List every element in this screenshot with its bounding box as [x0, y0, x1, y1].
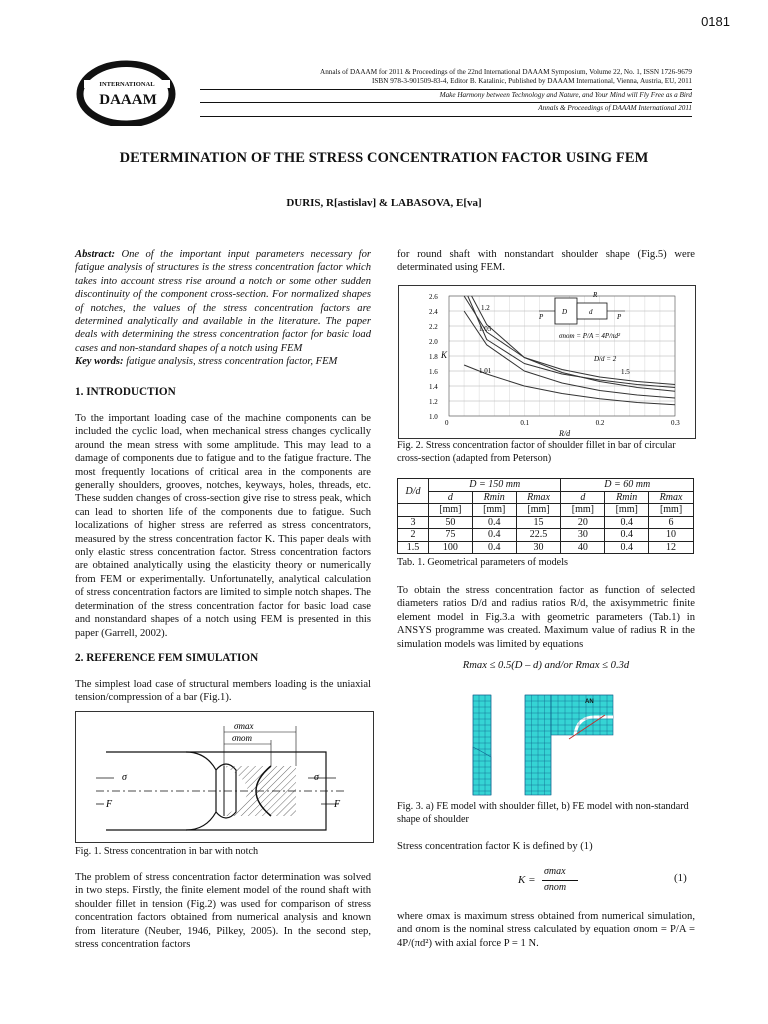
inset-D: D: [562, 308, 568, 316]
x-tick-label: 0.3: [671, 419, 680, 427]
table-unit: [mm]: [516, 504, 561, 517]
figure-2-caption: Fig. 2. Stress concentration factor of shoulder fillet in bar of circular cross-section (adapted from Peterson): [397, 440, 676, 464]
chart-xlabel: R/d: [559, 429, 571, 438]
label-sigma-nom: σnom: [232, 733, 252, 743]
equation-lhs: K =: [518, 874, 536, 886]
label-force-right: F: [334, 799, 341, 810]
x-tick-label: 0: [445, 419, 449, 427]
inset-d: d: [589, 308, 593, 316]
authors: DURIS, R[astislav] & LABASOVA, E[va]: [286, 197, 482, 209]
equation-1: [518, 866, 698, 898]
curve-label-dd2: D/d = 2: [594, 355, 617, 363]
equation-number: (1): [674, 872, 687, 884]
table-unit: [mm]: [605, 504, 649, 517]
daaam-logo: [76, 58, 198, 126]
section-reference-title: 2. REFERENCE FEM SIMULATION: [75, 652, 259, 664]
right-paragraph-4: where σmax is maximum stress obtained from numerical simulation, and σnom is the nominal stress calculated by equation σnom = P/A = 4P/(πd²) with axial force P = 1 N.: [397, 911, 695, 949]
y-tick-label: 1.0: [429, 413, 438, 421]
header-line3: Make Harmony between Technology and Nature, and Your Mind will Fly Free as a Bird: [439, 91, 692, 99]
table-unit: [mm]: [429, 504, 473, 517]
y-tick-label: 1.6: [429, 368, 438, 376]
right-paragraph-2: To obtain the stress concentration factor as function of selected diameters ratios D/d and radius ratios R/d, the axisymmetric finite element model in Fig.3.a with geometric parameters (Tab.1) in ANSYS programme was created. Maximum value of radius R in the simulation models was limited by equations: [397, 585, 695, 650]
table-col-header: d: [561, 491, 605, 504]
inset-R: R: [593, 291, 598, 299]
curve-label-1-2: 1.2: [481, 304, 490, 312]
abstract-label: Abstract:: [75, 249, 116, 260]
y-tick-label: 1.4: [429, 383, 438, 391]
x-tick-label: 0.1: [520, 419, 530, 427]
figure-1-frame: [75, 711, 374, 843]
y-tick-label: 1.8: [429, 353, 438, 361]
logo-text: DAAAM: [99, 92, 157, 108]
figure-3-caption: Fig. 3. a) FE model with shoulder fillet, b) FE model with non-standard shape of shoulder: [397, 801, 689, 825]
logo-sub: INTERNATIONAL: [99, 81, 155, 88]
inset-P-left: P: [539, 313, 544, 321]
curve-label-1-05: 1.05: [479, 325, 492, 333]
limit-equation: Rmax ≤ 0.5(D – d) and/or Rmax ≤ 0.3d: [462, 660, 630, 671]
header-rule: [200, 102, 692, 103]
reference-paragraph-2: The problem of stress concentration factor determination was solved in two steps. Firstly, the finite element model of the round shaft with shoulder fillet in tension (Fig.2) was used for comparison of stress concentration factors obtained from numerical analysis and known from literature (Neuber, 1946, Pilkey, 2005). In the second step, stress concentration factors: [75, 872, 371, 951]
table-row: 2 75 0.4 22.5 30 0.4 10: [398, 529, 694, 542]
table-unit: [mm]: [561, 504, 605, 517]
inset-P-right: P: [617, 313, 622, 321]
y-tick-label: 2.2: [429, 323, 438, 331]
abstract-text: One of the important input parameters necessary for fatigue analysis of structures is the stress concentration factor which takes into account stress rise around a notch or some other sudden discontinuity of the component cross-section. For normalized shapes of notches, the values of the stress concentration factors are determined analytically and available in the literature. The paper deals with determining the stress concentration factor for basic load cases and non-standard shapes of a notch using FEM: [75, 249, 372, 354]
table-row: 1.5 100 0.4 30 40 0.4 12: [398, 541, 694, 554]
table-col-header: Rmin: [472, 491, 516, 504]
chart-ylabel: K: [441, 350, 448, 360]
section-introduction-title: 1. INTRODUCTION: [75, 386, 176, 398]
table-col-header: Rmin: [605, 491, 649, 504]
abstract: [75, 248, 371, 369]
curve-label-1-01: 1.01: [479, 367, 492, 375]
figure-3-image: [457, 687, 635, 797]
table-col-header: d: [429, 491, 473, 504]
y-tick-label: 2.0: [429, 338, 438, 346]
equation-numerator: σmax: [544, 866, 566, 877]
inset-formula: σnom = P/A = 4P/πd²: [559, 332, 621, 340]
table-header-dd: D/d: [398, 479, 429, 504]
y-tick-label: 1.2: [429, 398, 438, 406]
header-line4: Annals & Proceedings of DAAAM International 2011: [538, 104, 692, 112]
label-sigma-max: σmax: [234, 721, 254, 731]
keywords-text: fatigue analysis, stress concentration factor, FEM: [126, 356, 338, 368]
label-sigma-right: σ: [314, 772, 319, 783]
figure-1-drawing: [76, 712, 373, 842]
right-paragraph-1: for round shaft with nonstandart shoulder shape (Fig.5) were determinated using FEM.: [397, 249, 695, 274]
figure-2-frame: [398, 285, 696, 439]
table-1-caption: Tab. 1. Geometrical parameters of models: [397, 557, 568, 568]
table-col-header: Rmax: [516, 491, 561, 504]
equation-denominator: σnom: [544, 882, 567, 893]
introduction-paragraph: To the important loading case of the machine components can be included the cyclic load, when mechanical stress changes cyclically around the mean stress with some amplitude. This may lead to a damage of components due to fatigue and to the fatigue fracture. The most frequently locations of critical area in the components are generally shoulders, grooves, notches, keyways, holes, threads, etc. These sudden changes of cross-section give rise to stress peak, which can lead to shorten life of the components due to fatigue. Such localizations of higher stress are referred as stress concentrators, measured by the stress concentration factor K. This paper deals with only elastic stress concentration factor. Stress concentration factors are obtained analytically using the elasticity theory or numerically from FEM or experimentally. Unfortunatelly, analytical calculation of stress concentration factors are limited to simple notch shapes. The determination of the stress concentration factor for basic load case and nonstandard shapes of a notch using FEM is presented in this paper (Garrell, 2002).: [75, 413, 371, 639]
table-row: 3 50 0.4 15 20 0.4 6: [398, 516, 694, 529]
ansys-logo: AN: [585, 699, 594, 705]
table-group-60: D = 60 mm: [561, 479, 694, 492]
label-force-left: F: [106, 799, 113, 810]
page-number: 0181: [701, 14, 730, 29]
shaft-inset: [538, 291, 625, 340]
figure-2-chart: [399, 286, 695, 438]
y-tick-label: 2.6: [429, 293, 438, 301]
table-geometry: [397, 478, 694, 554]
table-unit: [mm]: [472, 504, 516, 517]
header-line1: Annals of DAAAM for 2011 & Proceedings of the 22nd International DAAAM Symposium, Volume 22, No. 1, ISSN 1726-9679: [320, 68, 692, 76]
label-sigma-left: σ: [122, 772, 127, 783]
paper-title: DETERMINATION OF THE STRESS CONCENTRATION FACTOR USING FEM: [119, 150, 649, 166]
header-rule: [200, 116, 692, 117]
table-unit: [mm]: [649, 504, 694, 517]
reference-paragraph-1: The simplest load case of structural members loading is the uniaxial tension/compression of a bar (Fig.1).: [75, 679, 371, 704]
keywords-label: Key words:: [75, 356, 124, 368]
table-group-150: D = 150 mm: [429, 479, 561, 492]
curve-label-1-5: 1.5: [621, 368, 630, 376]
table-col-header: Rmax: [649, 491, 694, 504]
header-line2: ISBN 978-3-901509-83-4, Editor B. Katalinic, Published by DAAAM International, Vienna, Austria, EU, 2011: [372, 77, 692, 85]
header-rule: [200, 89, 692, 90]
y-tick-label: 2.4: [429, 308, 438, 316]
x-tick-label: 0.2: [595, 419, 605, 427]
right-paragraph-3: Stress concentration factor K is defined by (1): [397, 841, 593, 852]
figure-1-caption: Fig. 1. Stress concentration in bar with notch: [75, 846, 259, 857]
